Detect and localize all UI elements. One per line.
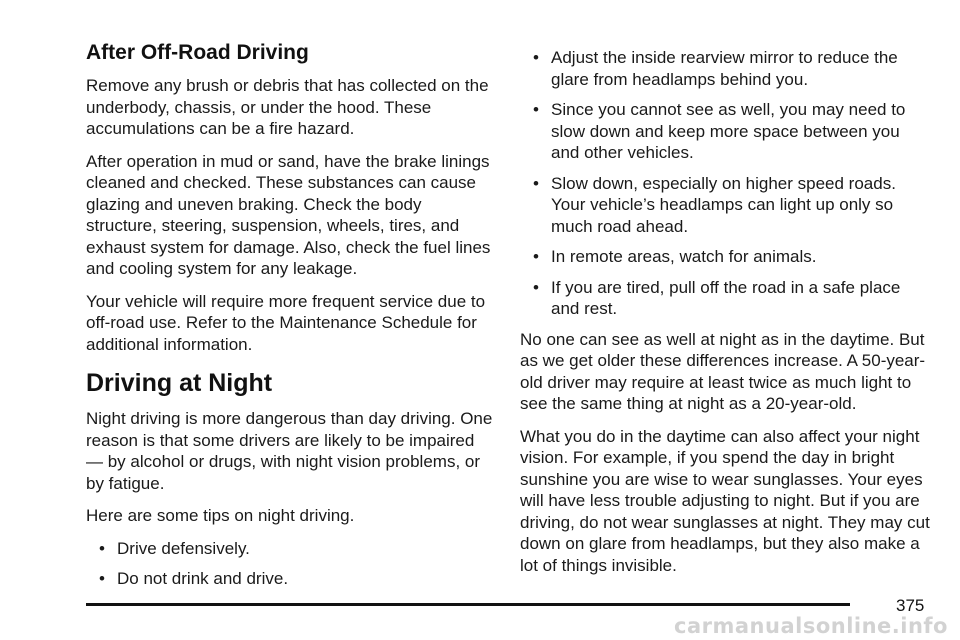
section-title-driving-at-night: Driving at Night (86, 369, 273, 397)
bullet-icon: • (533, 100, 539, 119)
night-tips-list-right (520, 47, 930, 320)
paragraph-frequent-service: Your vehicle will require more frequent service due to off-road use. Refer to the Maintenance Schedule for additional information. (86, 291, 486, 354)
bullet-icon: • (99, 569, 105, 588)
list-item (520, 277, 930, 320)
bullet-icon: • (533, 277, 539, 297)
list-item-text: Drive defensively. (117, 538, 250, 558)
list-item (520, 99, 930, 164)
list-item-text: Adjust the inside rearview mirror to reduce the glare from headlamps behind you. (551, 48, 898, 89)
footer-divider (86, 603, 850, 606)
list-item (520, 173, 930, 238)
bullet-icon: • (99, 538, 105, 558)
list-item-text: Slow down, especially on higher speed roads. Your vehicle’s headlamps can light up only so much road ahead. (551, 173, 896, 236)
paragraph-age-vision: No one can see as well at night as in the daytime. But as we get older these differences increase. A 50-year-old driver may require at least twice as much light to see the same thing at night as a 20-year-old. (520, 329, 926, 413)
paragraph-tips-intro: Here are some tips on night driving. (86, 506, 355, 525)
page-number: 375 (896, 596, 925, 615)
list-item (520, 47, 930, 90)
night-tips-list-left (86, 538, 496, 590)
list-item-text: Do not drink and drive. (117, 569, 289, 588)
list-item (86, 568, 496, 590)
paragraph-remove-debris: Remove any brush or debris that has collected on the underbody, chassis, or under the hood. These accumulations can be a fire hazard. (86, 76, 489, 138)
paragraph-mud-sand: After operation in mud or sand, have the brake linings cleaned and checked. These substances can cause glazing and uneven braking. Check the body structure, steering, suspension, wheels, tires, and exhaust system for damage. Also, check the fuel lines and cooling system for any leakage. (86, 151, 491, 278)
bullet-icon: • (533, 48, 539, 67)
section-title-after-off-road-driving: After Off-Road Driving (86, 41, 309, 64)
bullet-icon: • (533, 173, 539, 193)
list-item-text: If you are tired, pull off the road in a safe place and rest. (551, 277, 901, 318)
paragraph-night-dangerous: Night driving is more dangerous than day driving. One reason is that some drivers are likely to be impaired — by alcohol or drugs, with night vision problems, or by fatigue. (86, 409, 493, 493)
list-item-text: Since you cannot see as well, you may need to slow down and keep more space between you and other vehicles. (551, 100, 906, 162)
right-column (520, 47, 930, 587)
list-item (86, 538, 496, 560)
list-item-text: In remote areas, watch for animals. (551, 247, 817, 266)
paragraph-daytime-sunglasses: What you do in the daytime can also affect your night vision. For example, if you spend the day in bright sunshine you are wise to wear sunglasses. Your eyes will have less trouble adjusting to night. But if you are driving, do not wear sunglasses at night. They may cut down on glare from headlamps, but they also make a lot of things invisible. (520, 426, 930, 575)
watermark-logo: carmanualsonline.info (674, 614, 948, 638)
left-column (86, 40, 496, 599)
list-item (520, 246, 930, 268)
bullet-icon: • (533, 247, 539, 266)
